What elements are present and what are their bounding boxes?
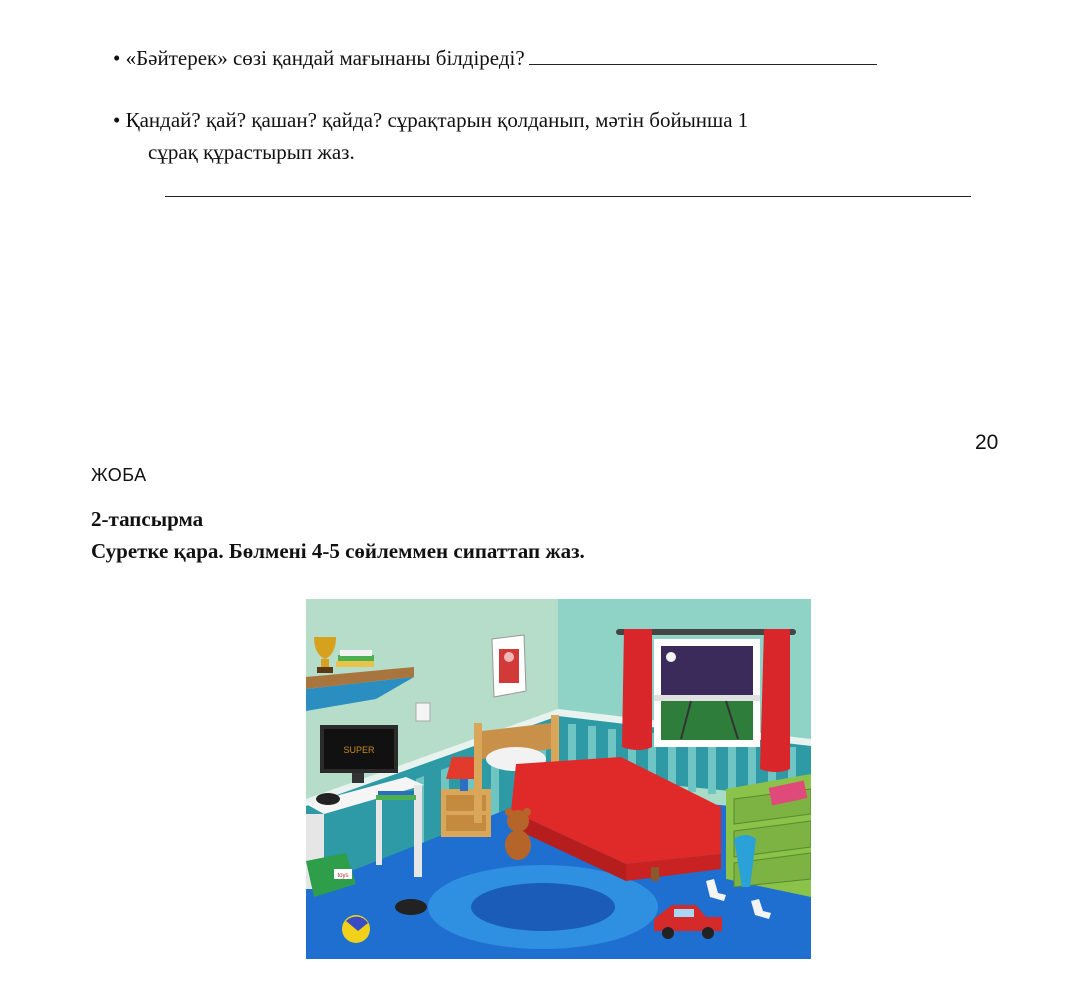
toy-box-label: toys bbox=[337, 873, 349, 879]
answer-line-1[interactable] bbox=[529, 46, 877, 65]
page-number: 20 bbox=[975, 431, 999, 454]
answer-line-2[interactable] bbox=[165, 196, 971, 197]
robot-poster bbox=[492, 635, 526, 697]
curtain-right bbox=[760, 629, 790, 772]
light-switch bbox=[416, 703, 430, 721]
tv-screen-text: SUPER bbox=[343, 745, 375, 755]
draft-label: ЖОБА bbox=[91, 465, 147, 485]
game-controller bbox=[395, 899, 427, 915]
question-1-text: • «Бәйтерек» сөзі қандай мағынаны білдіреді? bbox=[113, 46, 525, 70]
curtain-left bbox=[622, 629, 652, 750]
question-2-line-2: сұрақ құрастырып жаз. bbox=[148, 140, 355, 164]
question-1 bbox=[113, 46, 877, 71]
dresser bbox=[726, 774, 811, 897]
bedroom-illustration bbox=[306, 599, 811, 959]
question-2-line-1: • Қандай? қай? қашан? қайда? сұрақтарын қолданып, мәтін бойынша 1 bbox=[113, 108, 749, 132]
task-title: 2-тапсырма bbox=[91, 507, 204, 531]
task-instruction: Суретке қара. Бөлмені 4-5 сөйлеммен сипаттап жаз. bbox=[91, 539, 585, 563]
